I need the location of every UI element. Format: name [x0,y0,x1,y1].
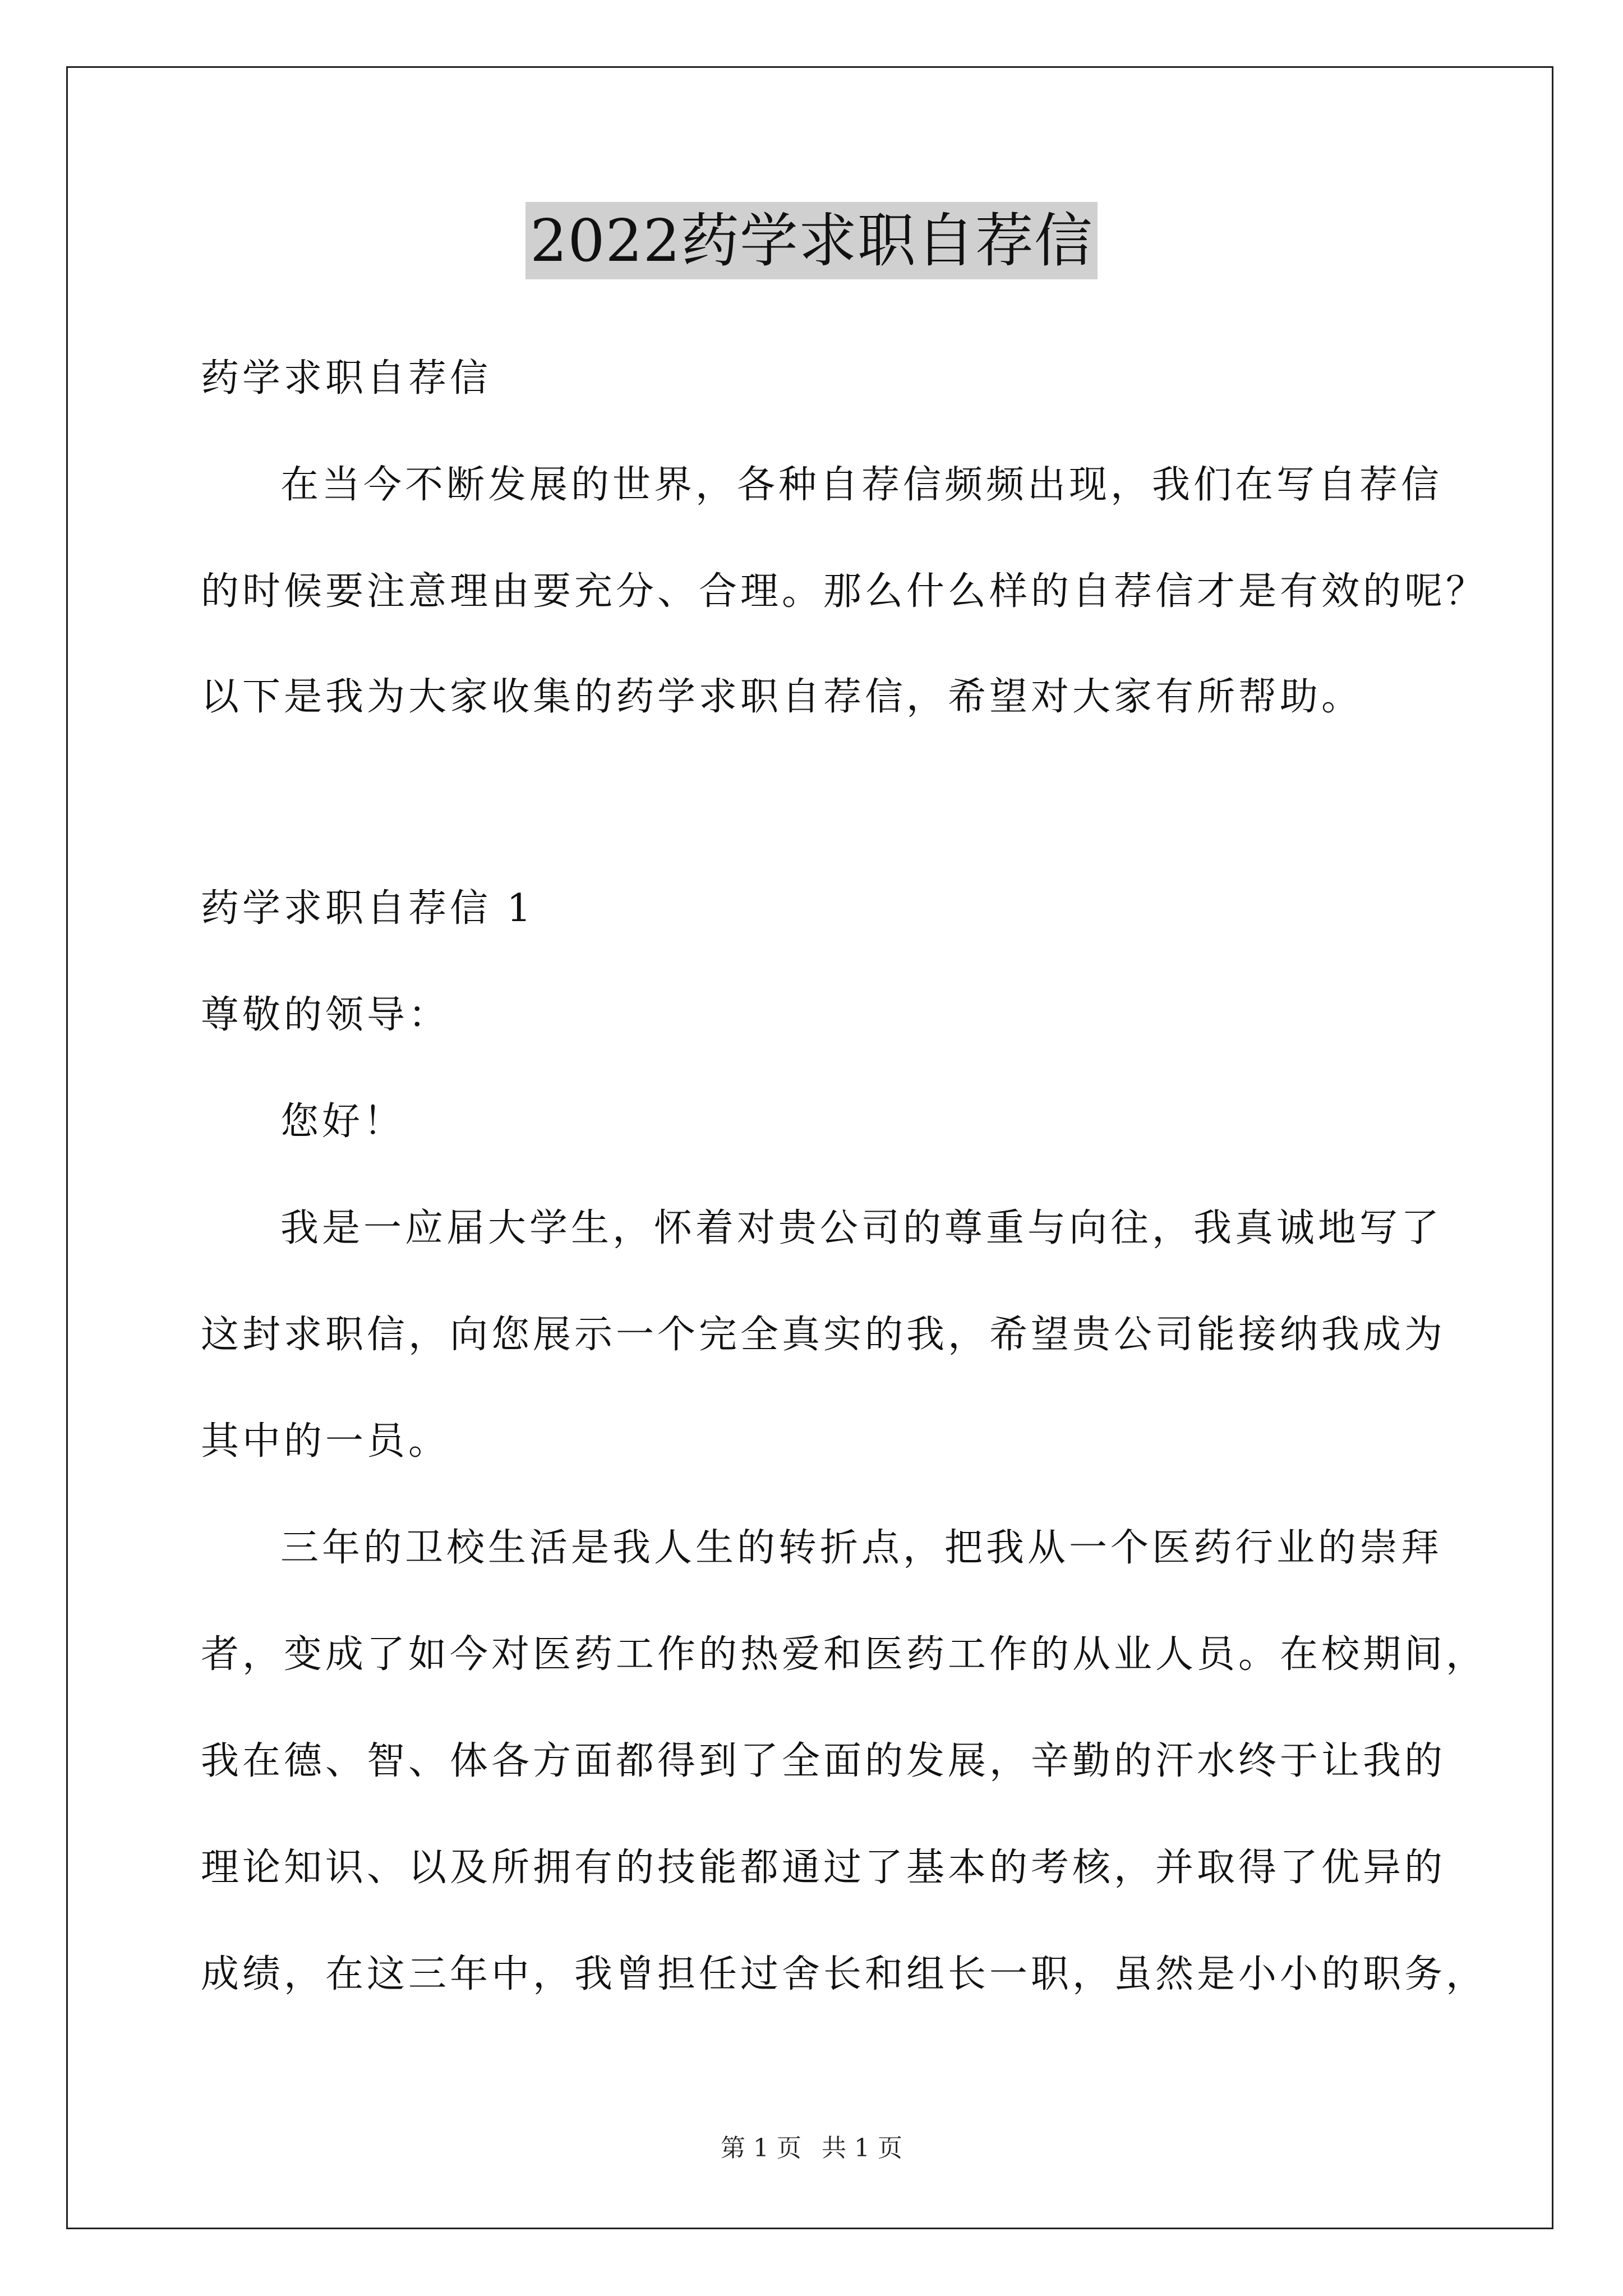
body-line: 我是一应届大学生，怀着对贵公司的尊重与向往，我真诚地写了 [280,1206,1443,1250]
body-line: 这封求职信，向您展示一个完全真实的我，希望贵公司能接纳我成为 [201,1313,1446,1357]
body-line: 成绩，在这三年中，我曾担任过舍长和组长一职，虽然是小小的职务， [201,1952,1488,1996]
subtitle-line: 药学求职自荐信 [201,356,492,401]
page-total: 共 1 页 [822,2134,902,2162]
title-container [0,202,1623,279]
body-line: 者，变成了如今对医药工作的热爱和医药工作的从业人员。在校期间， [201,1632,1488,1677]
body-line: 以下是我为大家收集的药学求职自荐信，希望对大家有所帮助。 [201,675,1363,719]
page-number: 第 1 页 [721,2134,801,2162]
body-line: 在当今不断发展的世界，各种自荐信频频出现，我们在写自荐信 [280,463,1443,507]
salutation: 尊敬的领导： [201,993,450,1037]
greeting: 您好！ [280,1099,405,1144]
body-line: 三年的卫校生活是我人生的转折点，把我从一个医药行业的崇拜 [280,1526,1443,1570]
section-heading: 药学求职自荐信 1 [201,886,534,931]
page-footer [0,2132,1623,2165]
document-title: 2022药学求职自荐信 [525,202,1098,279]
body-line: 我在德、智、体各方面都得到了全面的发展，辛勤的汗水终于让我的 [201,1739,1446,1783]
body-line: 理论知识、以及所拥有的技能都通过了基本的考核，并取得了优异的 [201,1846,1446,1890]
body-line: 其中的一员。 [201,1419,450,1464]
body-line: 的时候要注意理由要充分、合理。那么什么样的自荐信才是有效的呢？ [201,569,1488,614]
